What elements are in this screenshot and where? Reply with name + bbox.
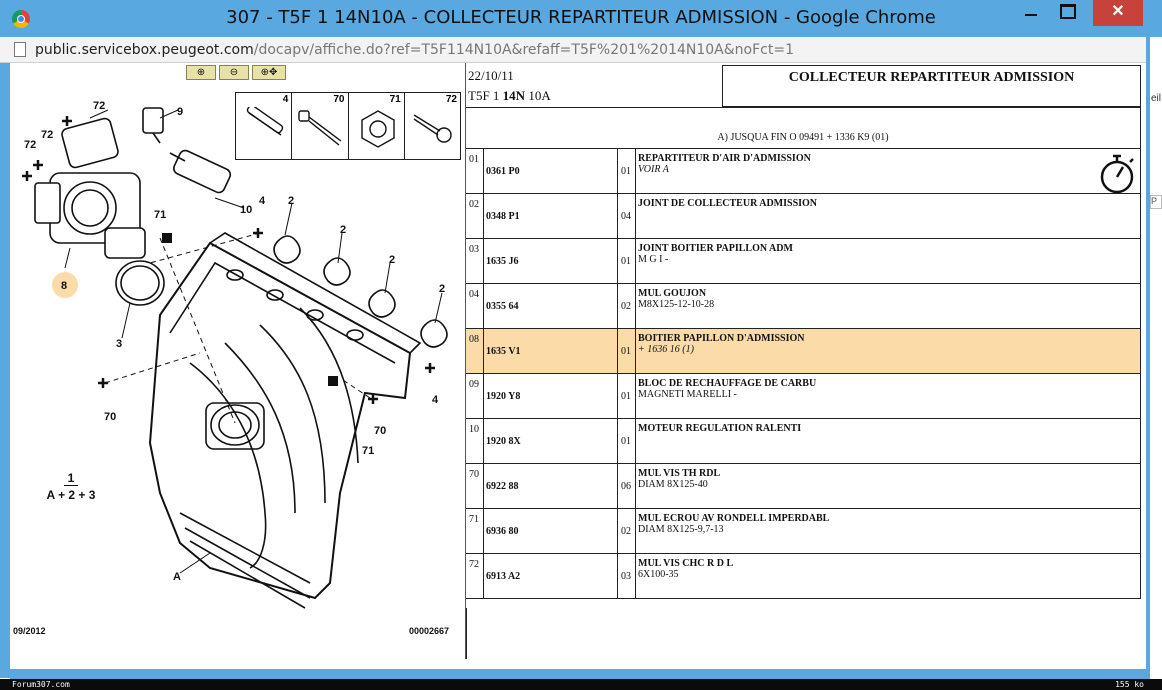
table-row[interactable] xyxy=(466,464,1141,509)
row-description xyxy=(636,239,1136,283)
callout-label: 3 xyxy=(116,338,123,350)
status-left-text: Forum307.com xyxy=(12,680,70,689)
table-row[interactable] xyxy=(466,149,1141,194)
row-qty: 01 xyxy=(618,239,636,283)
table-date: 22/10/11 xyxy=(468,68,514,83)
row-description xyxy=(636,464,1136,508)
zoom-out-icon: ⊖ xyxy=(229,67,239,78)
vehicle-code-engine: 14N xyxy=(502,88,526,103)
page-icon xyxy=(14,42,26,57)
table-header-info xyxy=(466,65,723,107)
callout-label: 4 xyxy=(432,394,439,406)
vehicle-code-prefix: T5F 1 xyxy=(468,88,503,103)
row-desc-main: MUL GOUJON xyxy=(638,288,707,299)
row-desc-detail: VOIR A xyxy=(638,164,669,175)
window-titlebar xyxy=(0,0,1162,37)
row-ref: 09 xyxy=(466,374,484,418)
row-ref: 02 xyxy=(466,194,484,238)
callout-label: 8 xyxy=(61,280,68,292)
fastener-cell xyxy=(236,93,292,159)
row-ref: 70 xyxy=(466,464,484,508)
row-qty: 02 xyxy=(618,284,636,328)
fasteners-legend-box xyxy=(235,92,461,160)
vehicle-code-suffix: 10A xyxy=(525,88,551,103)
diagram-reference: 00002667 xyxy=(409,626,450,636)
row-description xyxy=(636,149,1136,193)
row-desc-detail: DIAM 8X125-40 xyxy=(638,479,708,490)
row-desc-detail: MAGNETI MARELLI - xyxy=(638,389,737,400)
table-row[interactable] xyxy=(466,194,1141,239)
row-desc-detail: M G I - xyxy=(638,254,669,265)
screw-icon xyxy=(410,107,458,152)
callout-label: 72 xyxy=(24,139,37,151)
row-part-number[interactable]: 6913 A2 xyxy=(484,554,618,598)
table-row[interactable] xyxy=(466,239,1141,284)
row-description xyxy=(636,194,1136,238)
row-desc-main: MUL ECROU AV RONDELL IMPERDABL xyxy=(638,513,830,524)
callout-label: 70 xyxy=(374,425,387,437)
background-window-box: P xyxy=(1150,195,1162,209)
callout-label: 9 xyxy=(177,106,184,118)
zoom-out-button[interactable] xyxy=(219,65,249,80)
window-left-border xyxy=(0,63,10,678)
table-row[interactable] xyxy=(466,284,1141,329)
callout-label: 72 xyxy=(41,129,54,141)
background-window-text: eil xyxy=(1151,93,1162,104)
row-ref: 71 xyxy=(466,509,484,553)
close-button[interactable]: ✕ xyxy=(1093,0,1143,26)
status-bar xyxy=(0,679,1162,690)
row-qty: 04 xyxy=(618,194,636,238)
formula-denominator: A + 2 + 3 xyxy=(46,488,96,502)
zoom-in-button[interactable] xyxy=(186,65,216,80)
row-qty: 02 xyxy=(618,509,636,553)
callout-label: 2 xyxy=(439,283,446,295)
row-part-number[interactable]: 6936 80 xyxy=(484,509,618,553)
row-desc-main: MUL VIS CHC R D L xyxy=(638,558,734,569)
fastener-label: 70 xyxy=(333,94,345,105)
callout-label: 70 xyxy=(104,411,117,423)
table-header-title-box xyxy=(723,65,1141,107)
row-description xyxy=(636,284,1136,328)
table-title: COLLECTEUR REPARTITEUR ADMISSION xyxy=(788,70,1075,85)
row-qty: 01 xyxy=(618,149,636,193)
stopwatch-icon[interactable] xyxy=(1098,152,1136,196)
row-desc-detail: + 1636 16 (1) xyxy=(638,344,694,355)
row-description xyxy=(636,329,1136,373)
maximize-icon xyxy=(1060,4,1076,19)
callout-label: 71 xyxy=(362,445,375,457)
maximize-button[interactable] xyxy=(1051,0,1085,26)
fastener-cell xyxy=(405,93,460,159)
row-part-number[interactable]: 0361 P0 xyxy=(484,149,618,193)
callout-label: 2 xyxy=(288,195,295,207)
formula-numerator: 1 xyxy=(64,471,78,486)
row-description xyxy=(636,554,1136,598)
table-subheader xyxy=(466,107,1141,149)
fastener-label: 71 xyxy=(389,94,401,105)
diagram-date: 09/2012 xyxy=(13,626,46,636)
row-desc-main: BLOC DE RECHAUFFAGE DE CARBU xyxy=(638,378,817,389)
minimize-button[interactable] xyxy=(1014,0,1048,26)
window-right-border xyxy=(1146,37,1162,690)
callout-label: 72 xyxy=(93,100,106,112)
row-desc-main: JOINT DE COLLECTEUR ADMISSION xyxy=(638,198,818,209)
row-part-number[interactable]: 6922 88 xyxy=(484,464,618,508)
row-desc-main: BOITIER PAPILLON D'ADMISSION xyxy=(638,333,805,344)
row-description xyxy=(636,509,1136,553)
callout-label: 2 xyxy=(340,224,347,236)
fastener-cell xyxy=(292,93,348,159)
parts-table-panel xyxy=(466,63,1141,608)
table-row-selected[interactable] xyxy=(466,329,1141,374)
callout-label: 71 xyxy=(154,209,167,221)
row-qty: 01 xyxy=(618,374,636,418)
row-description xyxy=(636,374,1136,418)
row-qty: 06 xyxy=(618,464,636,508)
row-description xyxy=(636,419,1136,463)
zoom-move-button[interactable] xyxy=(252,65,286,80)
row-part-number[interactable]: 0355 64 xyxy=(484,284,618,328)
applicability-note: A) JUSQUA FIN O 09491 + 1336 K9 (01) xyxy=(717,132,889,143)
row-part-number[interactable]: 1635 V1 xyxy=(484,329,618,373)
page-content xyxy=(10,63,1146,669)
assembly-formula xyxy=(36,471,106,502)
nut-icon xyxy=(354,107,402,152)
row-desc-detail: M8X125-12-10-28 xyxy=(638,299,715,310)
parts-rows xyxy=(466,149,1141,599)
url-text[interactable] xyxy=(35,42,794,58)
table-row[interactable] xyxy=(466,554,1141,599)
zoom-move-icon: ⊕✥ xyxy=(260,67,278,78)
zoom-in-icon: ⊕ xyxy=(196,67,206,78)
table-row[interactable] xyxy=(466,374,1141,419)
row-desc-main: JOINT BOITIER PAPILLON ADM xyxy=(638,243,793,254)
row-qty: 01 xyxy=(618,419,636,463)
row-part-number[interactable]: 1920 8X xyxy=(484,419,618,463)
row-desc-main: REPARTITEUR D'AIR D'ADMISSION xyxy=(638,153,811,164)
callout-label: 4 xyxy=(259,195,266,207)
row-ref: 04 xyxy=(466,284,484,328)
fastener-cell xyxy=(349,93,405,159)
minimize-icon xyxy=(1025,14,1037,16)
status-right-text: 155 ko xyxy=(1115,680,1144,689)
bolt-icon xyxy=(297,107,345,152)
row-desc-detail: 6X100-35 xyxy=(638,569,679,580)
zoom-toolbar xyxy=(186,65,286,80)
row-part-number[interactable]: 1635 J6 xyxy=(484,239,618,283)
callout-label: A xyxy=(173,571,181,583)
table-row[interactable] xyxy=(466,419,1141,464)
row-part-number[interactable]: 0348 P1 xyxy=(484,194,618,238)
exploded-diagram-panel xyxy=(10,63,466,659)
callout-label: 2 xyxy=(389,254,396,266)
row-qty: 01 xyxy=(618,329,636,373)
stud-icon xyxy=(241,107,289,152)
row-desc-main: MUL VIS TH RDL xyxy=(638,468,721,479)
row-desc-detail: DIAM 8X125-9,7-13 xyxy=(638,524,724,535)
callout-label: 10 xyxy=(240,204,253,216)
row-ref: 03 xyxy=(466,239,484,283)
panel-divider xyxy=(466,608,467,659)
row-ref: 01 xyxy=(466,149,484,193)
url-host: public.servicebox.peugeot.com xyxy=(35,42,254,58)
background-window-strip xyxy=(1150,37,1162,682)
address-bar[interactable] xyxy=(0,37,1146,63)
row-part-number[interactable]: 1920 Y8 xyxy=(484,374,618,418)
row-ref: 72 xyxy=(466,554,484,598)
url-path: /docapv/affiche.do?ref=T5F114N10A&refaff=T5F%201%2014N10A&noFct=1 xyxy=(253,42,794,58)
row-ref: 10 xyxy=(466,419,484,463)
window-title: 307 - T5F 1 14N10A - COLLECTEUR REPARTITEUR ADMISSION - Google Chrome xyxy=(226,7,936,28)
row-qty: 03 xyxy=(618,554,636,598)
window-bottom-border xyxy=(10,669,1146,679)
row-ref: 08 xyxy=(466,329,484,373)
vehicle-code xyxy=(468,88,551,104)
fastener-label: 4 xyxy=(282,94,289,105)
row-desc-main: MOTEUR REGULATION RALENTI xyxy=(638,423,802,434)
fastener-label: 72 xyxy=(445,94,457,105)
table-row[interactable] xyxy=(466,509,1141,554)
